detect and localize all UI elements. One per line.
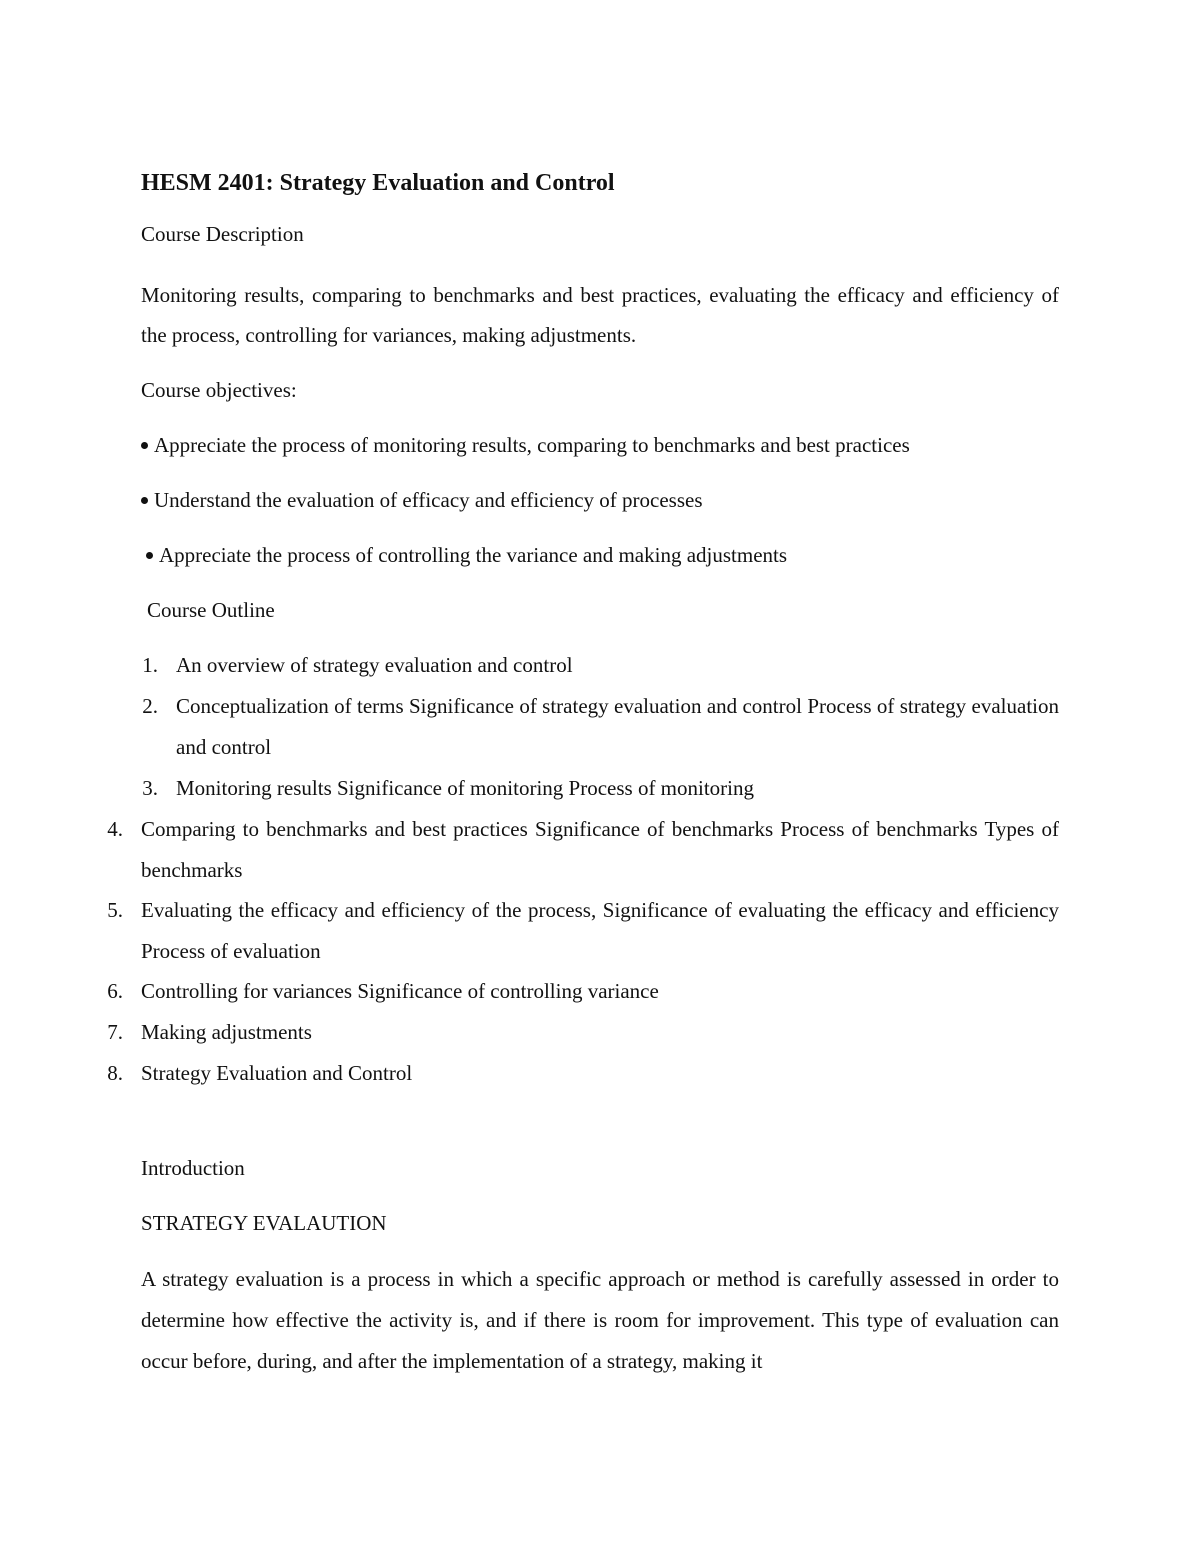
outline-text: Making adjustments bbox=[141, 1020, 312, 1044]
course-description-text: Monitoring results, comparing to benchmarks and best practices, evaluating the efficacy and efficiency of the process, controlling for variances, making adjustments. bbox=[141, 283, 1059, 347]
objective-text: Appreciate the process of monitoring results, comparing to benchmarks and best practices bbox=[154, 433, 910, 457]
outline-text: Comparing to benchmarks and best practices Significance of benchmarks Process of benchmarks Types of benchmarks bbox=[141, 817, 1059, 882]
outline-text: An overview of strategy evaluation and control bbox=[176, 653, 573, 677]
outline-number: 2. bbox=[142, 694, 158, 718]
outline-number: 6. bbox=[107, 979, 123, 1003]
objective-item bbox=[141, 488, 703, 513]
bullet-icon bbox=[146, 552, 153, 559]
outline-text: Monitoring results Significance of monitoring Process of monitoring bbox=[176, 776, 755, 800]
objective-text: Appreciate the process of controlling the variance and making adjustments bbox=[159, 543, 788, 567]
document-title: HESM 2401: Strategy Evaluation and Control bbox=[141, 170, 615, 196]
outline-item bbox=[0, 971, 1200, 1012]
outline-text: Strategy Evaluation and Control bbox=[141, 1061, 413, 1085]
outline-number: 7. bbox=[107, 1020, 123, 1044]
outline-text: Evaluating the efficacy and efficiency of the process, Significance of evaluating the efficacy and efficiency Process of evaluation bbox=[141, 898, 1059, 963]
intro-paragraph: A strategy evaluation is a process in which a specific approach or method is carefully assessed in order to determine how effective the activity is, and if there is room for improvement. This type of evaluation can occur before, during, and after the implementation of a strategy, making it bbox=[141, 1267, 1059, 1373]
outline-item bbox=[0, 1053, 1200, 1094]
outline-item bbox=[0, 890, 1200, 972]
outline-item bbox=[0, 686, 1200, 768]
outline-item bbox=[0, 645, 1200, 686]
outline-item bbox=[0, 809, 1200, 891]
outline-number: 1. bbox=[142, 653, 158, 677]
introduction-heading: Introduction bbox=[141, 1156, 245, 1180]
objective-item bbox=[146, 543, 787, 568]
objectives-heading: Course objectives: bbox=[141, 378, 297, 402]
bullet-icon bbox=[141, 497, 148, 504]
objective-text: Understand the evaluation of efficacy and efficiency of processes bbox=[154, 488, 703, 512]
outline-text: Controlling for variances Significance of controlling variance bbox=[141, 979, 659, 1003]
course-description-heading: Course Description bbox=[141, 222, 304, 246]
outline-number: 4. bbox=[107, 817, 123, 841]
bullet-icon bbox=[141, 442, 148, 449]
outline-number: 3. bbox=[142, 776, 158, 800]
outline-number: 5. bbox=[107, 898, 123, 922]
outline-text: Conceptualization of terms Significance of strategy evaluation and control Process of strategy evaluation and control bbox=[176, 694, 1059, 759]
outline-item bbox=[0, 768, 1200, 809]
section-heading: STRATEGY EVALAUTION bbox=[141, 1211, 387, 1235]
outline-number: 8. bbox=[107, 1061, 123, 1085]
objective-item bbox=[141, 433, 910, 458]
outline-heading: Course Outline bbox=[147, 598, 275, 622]
outline-item bbox=[0, 1012, 1200, 1053]
